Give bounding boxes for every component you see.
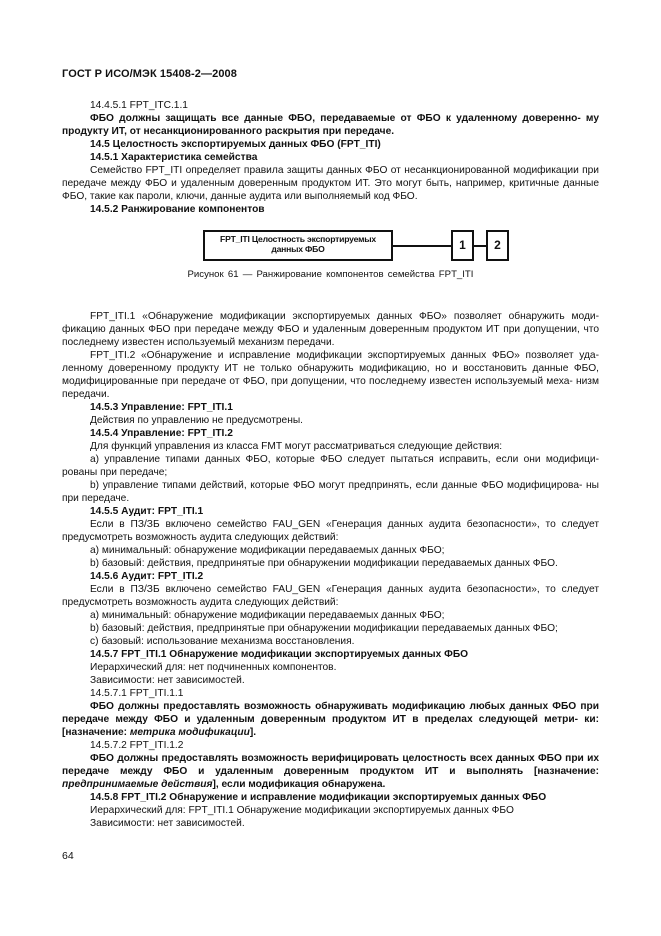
list-item: b) базовый: действия, предпринятые при обнаружении модификации передаваемых данных ФБО; (90, 623, 558, 634)
page-content (62, 99, 599, 830)
paragraph: Иерархический для: FPT_ITI.1 Обнаружение модификации экспортируемых данных ФБО (90, 805, 514, 816)
section-heading: 14.5 Целостность экспортируемых данных ФБО (FPT_ITI) (90, 139, 381, 150)
page-number: 64 (62, 850, 74, 862)
assignment-text: предпринимаемые действия (62, 779, 213, 790)
list-item: а) минимальный: обнаружение модификации передаваемых данных ФБО; (90, 610, 445, 621)
subsection-heading: 14.5.2 Ранжирование компонентов (90, 204, 265, 215)
paragraph: Иерархический для: нет подчиненных компонентов. (90, 662, 337, 673)
subsection-heading: 14.5.7 FPT_ITI.1 Обнаружение модификации экспортируемых данных ФБО (90, 649, 469, 660)
subsection-heading: 14.5.5 Аудит: FPT_ITI.1 (90, 506, 204, 517)
subsection-heading: 14.5.1 Характеристика семейства (90, 152, 258, 163)
figure-caption: Рисунок 61 — Ранжирование компонентов семейства FPT_ITI (187, 269, 474, 280)
paragraph: Для функций управления из класса FMT могут рассматриваться следующие действия: (90, 441, 503, 452)
requirement-text: ФБО должны защищать все данные ФБО, передаваемые от ФБО к удаленному доверенно- му продукту ИТ, от несанкционированного раскрытия при передаче. (62, 113, 599, 137)
component-levelling-figure (62, 216, 599, 284)
list-item: b) базовый: действия, предпринятые при обнаружении модификации передаваемых данных ФБО. (90, 558, 558, 569)
paragraph: Семейство FPT_ITI определяет правила защиты данных ФБО от несанкционированной модификации при передаче между ФБО и удаленным доверенным продуктом ИТ. Это могут быть, например, критичные данные ФБО, такие как пароли, ключи, данные аудита или выполняемый код ФБО. (62, 165, 599, 202)
family-box: FPT_ITI Целостность экспортируемых данных ФБО (203, 230, 393, 261)
paragraph: FPT_ITI.2 «Обнаружение и исправление модификации экспортируемых данных ФБО» позволяет уда- ленному доверенному продукту ИТ не только обнаружить модификацию, но и восстановить данные ФБО, модифицированные при передаче от ФБО, при допущении, что последнему известен используемый меха- низм передачи. (62, 350, 599, 400)
subsection-heading: 14.5.4 Управление: FPT_ITI.2 (90, 428, 233, 439)
paragraph: Если в ПЗ/ЗБ включено семейство FAU_GEN «Генерация данных аудита безопасности», то следует предусмотреть возможность аудита следующих действий: (62, 584, 599, 608)
component-box-2: 2 (486, 230, 509, 261)
element-id: 14.5.7.2 FPT_ITI.1.2 (90, 740, 184, 751)
subsection-heading: 14.5.8 FPT_ITI.2 Обнаружение и исправление модификации экспортируемых данных ФБО (90, 792, 547, 803)
paragraph: Если в ПЗ/ЗБ включено семейство FAU_GEN «Генерация данных аудита безопасности», то следует предусмотреть возможность аудита следующих действий: (62, 519, 599, 543)
paragraph: FPT_ITI.1 «Обнаружение модификации экспортируемых данных ФБО» позволяет обнаружить моди- фикацию данных ФБО при передаче между ФБО и удаленным доверенным продуктом ИТ при допущении, что последнему известен используемый механизм передачи. (62, 311, 599, 348)
paragraph: Зависимости: нет зависимостей. (90, 818, 245, 829)
connector-line (474, 245, 486, 247)
list-item: а) минимальный: обнаружение модификации передаваемых данных ФБО; (90, 545, 445, 556)
list-item: а) управление типами данных ФБО, которые ФБО следует пытаться исправить, если они модифици- рованы при передаче; (62, 454, 599, 478)
subsection-heading: 14.5.3 Управление: FPT_ITI.1 (90, 402, 233, 413)
element-id: 14.4.5.1 FPT_ITC.1.1 (90, 100, 188, 111)
component-box-1: 1 (451, 230, 474, 261)
paragraph: Действия по управлению не предусмотрены. (90, 415, 303, 426)
element-id: 14.5.7.1 FPT_ITI.1.1 (90, 688, 184, 699)
connector-line (393, 245, 451, 247)
document-header: ГОСТ Р ИСО/МЭК 15408-2—2008 (62, 68, 237, 80)
list-item: b) управление типами действий, которые ФБО могут предпринять, если данные ФБО модифицирова- ны при передаче. (62, 480, 599, 504)
assignment-text: метрика модификации (129, 727, 250, 738)
subsection-heading: 14.5.6 Аудит: FPT_ITI.2 (90, 571, 204, 582)
requirement-text: ФБО должны предоставлять возможность верифицировать целостность всех данных ФБО при их передаче между ФБО и удаленным доверенным продуктом ИТ и выполнять [назначение: предпринимаемые действия], если модификация обнаружена. (62, 753, 599, 790)
list-item: с) базовый: использование механизма восстановления. (90, 636, 355, 647)
requirement-text: ФБО должны предоставлять возможность обнаруживать модификацию любых данных ФБО при передаче между ФБО и удаленным доверенным продуктом ИТ в пределах следующей метри- ки: [назначение: метрика модификации]. (62, 701, 599, 738)
paragraph: Зависимости: нет зависимостей. (90, 675, 245, 686)
